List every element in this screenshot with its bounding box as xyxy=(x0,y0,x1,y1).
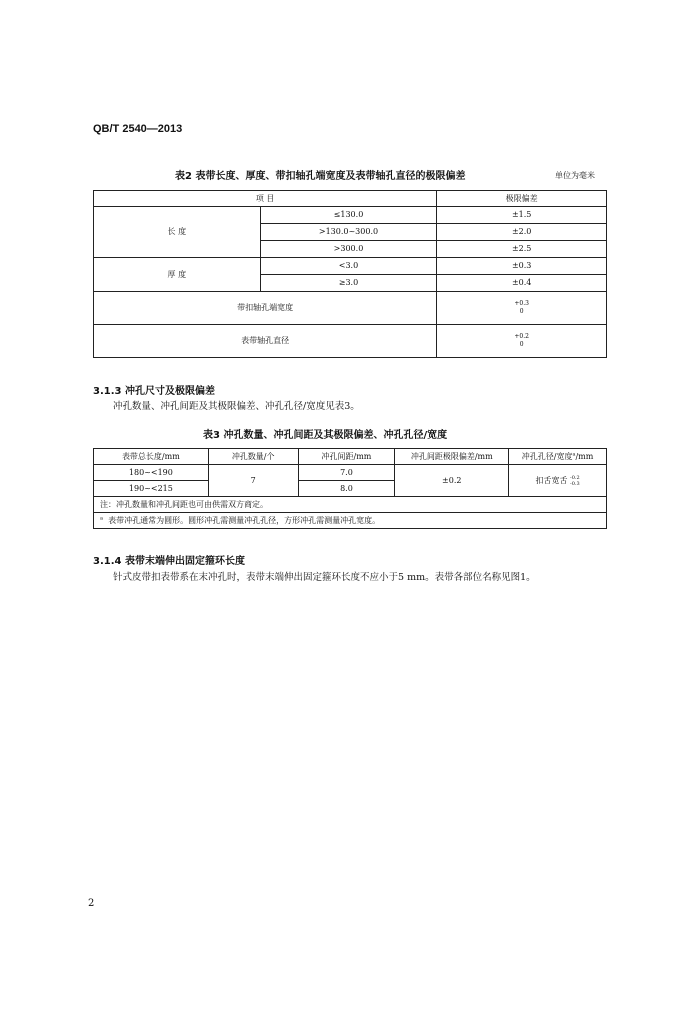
page-number: 2 xyxy=(88,898,95,909)
table3 xyxy=(93,448,607,529)
thickness-deviation: ±0.3 xyxy=(437,258,607,275)
hole-size-tolerance xyxy=(570,475,580,487)
strap-length: 190~<215 xyxy=(94,481,209,497)
hole-count: 7 xyxy=(208,465,298,497)
hole-diameter-tolerance xyxy=(437,325,607,358)
table3-header-hole-size xyxy=(509,449,607,465)
section-3-1-4-text: 针式皮带扣表带系在末冲孔时，表带末端伸出固定箍环长度不应小于5 mm。表带各部位名称见图1。 xyxy=(113,572,536,583)
table-row xyxy=(94,325,607,358)
footnote-marker: a xyxy=(100,515,103,522)
hole-size-header-text: 冲孔孔径/宽度 xyxy=(521,451,573,461)
hole-upper: +0.2 xyxy=(514,333,529,340)
table3-note: 注：冲孔数量和冲孔间距也可由供需双方商定。 xyxy=(94,497,607,513)
hole-spacing-deviation: ±0.2 xyxy=(395,465,509,497)
hole-spacing: 8.0 xyxy=(298,481,395,497)
section-3-1-3-heading: 3.1.3 冲孔尺寸及极限偏差 xyxy=(93,386,215,397)
table-row xyxy=(94,449,607,465)
footnote-text: 表带冲孔通常为圆形。圆形冲孔需测量冲孔孔径，方形冲孔需测量冲孔宽度。 xyxy=(108,515,381,525)
hole-diameter-label: 表带轴孔直径 xyxy=(94,325,437,358)
thickness-condition: <3.0 xyxy=(260,258,437,275)
buckle-upper: +0.3 xyxy=(514,300,529,307)
table-row xyxy=(94,497,607,513)
table-row xyxy=(94,292,607,325)
length-label: 长 度 xyxy=(94,207,261,258)
table3-header-length: 表带总长度/mm xyxy=(94,449,209,465)
length-condition: ≤130.0 xyxy=(260,207,437,224)
length-condition: >300.0 xyxy=(260,241,437,258)
table2 xyxy=(93,190,607,358)
table3-footnote xyxy=(94,513,607,529)
hole-size-lower: -0.3 xyxy=(570,480,580,487)
table3-header-spacing: 冲孔间距/mm xyxy=(298,449,395,465)
thickness-label: 厚 度 xyxy=(94,258,261,292)
length-deviation: ±2.0 xyxy=(437,224,607,241)
table3-header-count: 冲孔数量/个 xyxy=(208,449,298,465)
standard-code: QB/T 2540—2013 xyxy=(93,123,183,135)
section-3-1-4-heading: 3.1.4 表带末端伸出固定箍环长度 xyxy=(93,556,245,567)
table-row xyxy=(94,465,607,481)
length-deviation: ±1.5 xyxy=(437,207,607,224)
hole-size-header-unit: /mm xyxy=(575,451,594,461)
table2-header-deviation: 极限偏差 xyxy=(437,191,607,207)
length-condition: >130.0~300.0 xyxy=(260,224,437,241)
hole-size-value xyxy=(509,465,607,497)
table2-header-item: 项 目 xyxy=(94,191,437,207)
buckle-lower: 0 xyxy=(519,308,524,315)
thickness-condition: ≥3.0 xyxy=(260,275,437,292)
table2-unit: 单位为毫米 xyxy=(555,171,595,180)
table-row xyxy=(94,513,607,529)
hole-size-upper: -0.2 xyxy=(570,474,580,481)
table-row xyxy=(94,258,607,275)
thickness-deviation: ±0.4 xyxy=(437,275,607,292)
table2-caption: 表2 表带长度、厚度、带扣轴孔端宽度及表带轴孔直径的极限偏差 xyxy=(175,171,466,182)
hole-size-text: 扣舌宽舌 xyxy=(535,475,568,485)
buckle-width-label: 带扣轴孔端宽度 xyxy=(94,292,437,325)
table3-caption: 表3 冲孔数量、冲孔间距及其极限偏差、冲孔孔径/宽度 xyxy=(203,430,448,441)
strap-length: 180~<190 xyxy=(94,465,209,481)
hole-lower: 0 xyxy=(519,341,524,348)
buckle-width-tolerance xyxy=(437,292,607,325)
table-row xyxy=(94,207,607,224)
hole-spacing: 7.0 xyxy=(298,465,395,481)
length-deviation: ±2.5 xyxy=(437,241,607,258)
section-3-1-3-text: 冲孔数量、冲孔间距及其极限偏差、冲孔孔径/宽度见表3。 xyxy=(113,401,360,412)
table3-header-spacing-dev: 冲孔间距极限偏差/mm xyxy=(395,449,509,465)
footnote-marker: a xyxy=(572,451,576,458)
